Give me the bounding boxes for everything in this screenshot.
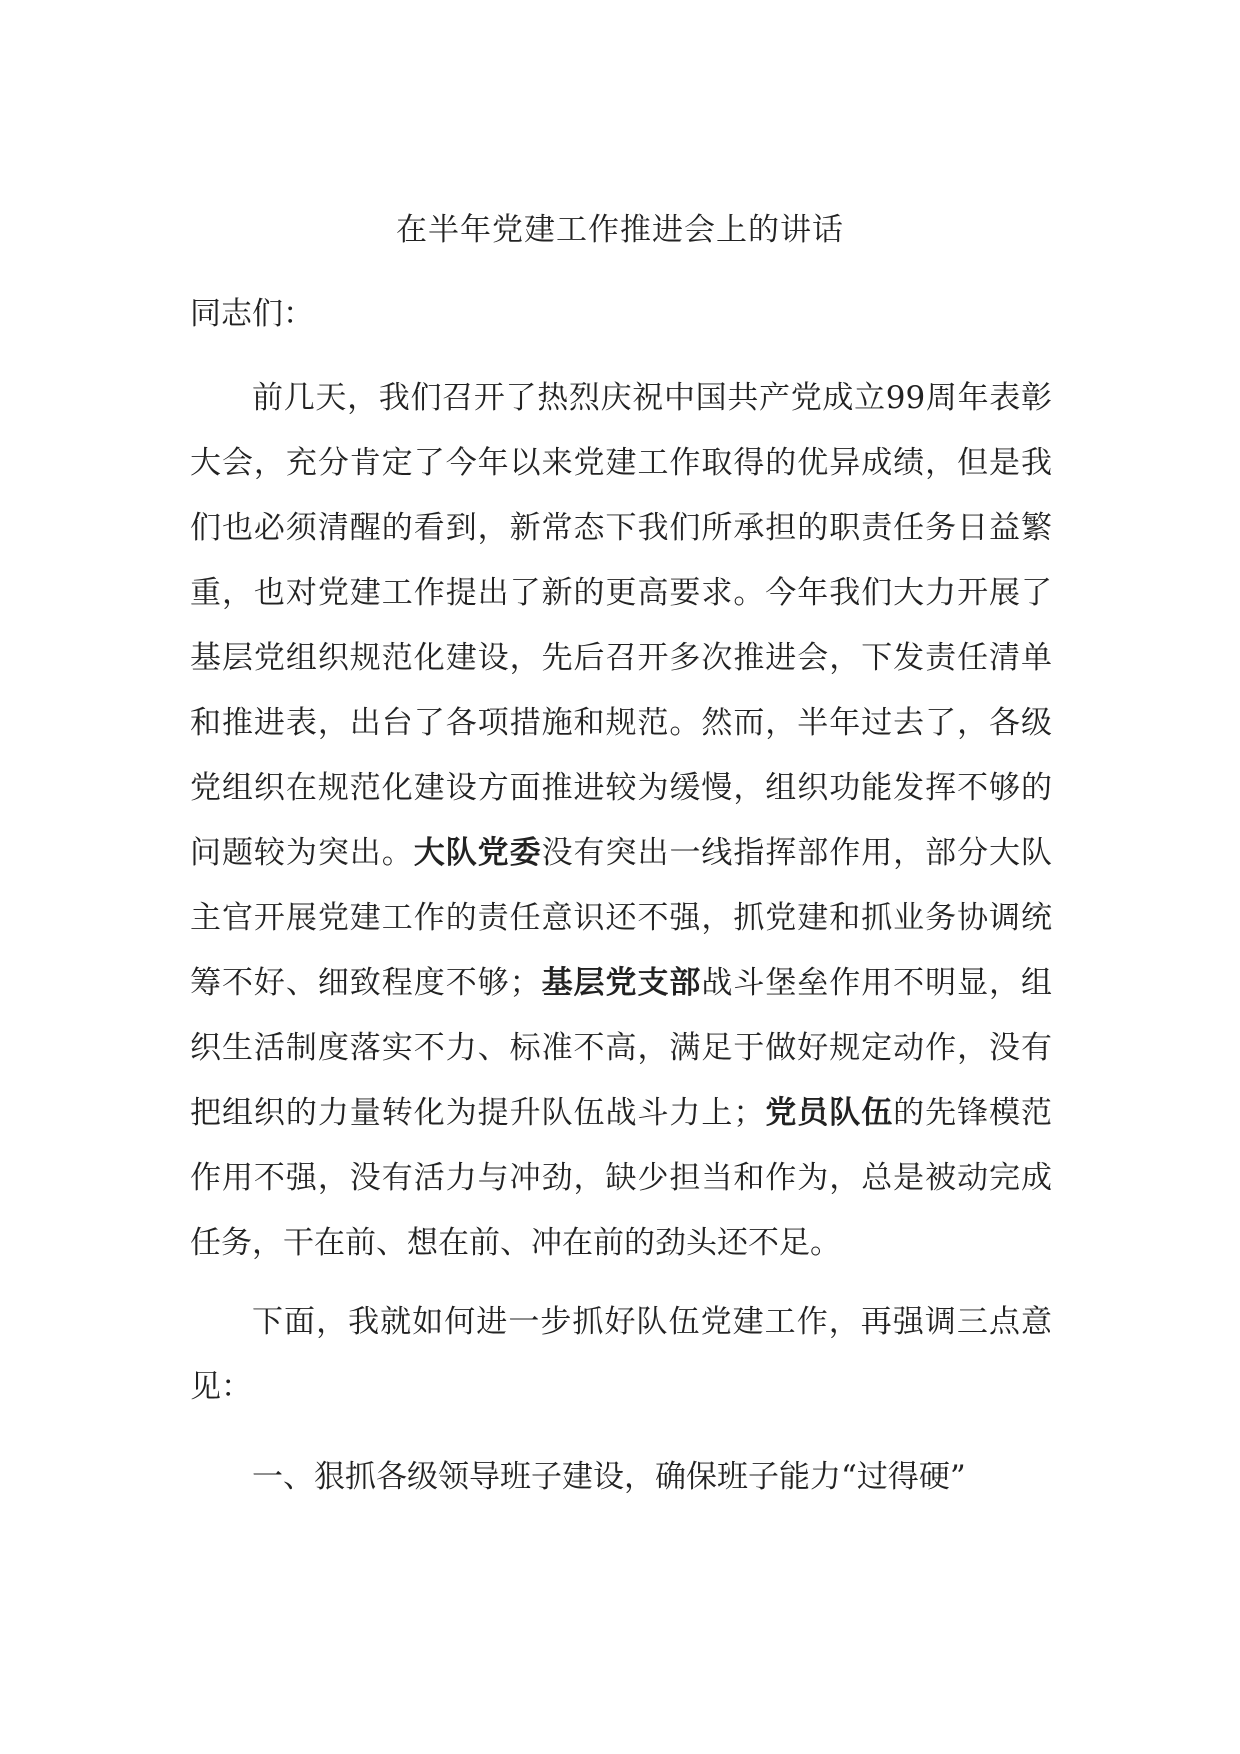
paragraph-1 bbox=[190, 366, 1052, 1276]
document-title: 在半年党建工作推进会上的讲话 bbox=[396, 212, 844, 248]
paragraph-1-text-d: 的先锋模范作用不强，没有活力与冲劲，缺少担当和作为，总是被动完成任务，干在前、想在前、冲在前的劲头还不足。 bbox=[190, 1095, 1053, 1261]
bold-term-brigade-committee: 大队党委 bbox=[413, 835, 542, 871]
bold-term-grassroots-branch: 基层党支部 bbox=[540, 965, 702, 1001]
bold-term-party-members: 党员队伍 bbox=[764, 1095, 894, 1131]
paragraph-2: 下面，我就如何进一步抓好队伍党建工作，再强调三点意见： bbox=[190, 1304, 1052, 1405]
paragraph-1-text-a: 前几天，我们召开了热烈庆祝中国共产党成立99周年表彰大会，充分肯定了今年以来党建工作取得的优异成绩，但是我们也必须清醒的看到，新常态下我们所承担的职责任务日益繁重，也对党建工作提出了新的更高要求。今年我们大力开展了基层党组织规范化建设，先后召开多次推进会，下发责任清单和推进表，出台了各项措施和规范。然而，半年过去了，各级党组织在规范化建设方面推进较为缓慢，组织功能发挥不够的问题较为突出。 bbox=[190, 380, 1052, 871]
section-heading-1: 一、狠抓各级领导班子建设，确保班子能力“过得硬” bbox=[252, 1459, 966, 1495]
paragraph-1-text-b: 没有突出一线指挥部作用，部分大队主官开展党建工作的责任意识还不强，抓党建和抓业务协调统筹不好、细致程度不够； bbox=[190, 835, 1053, 1001]
salutation: 同志们： bbox=[190, 296, 314, 332]
paragraph-1-text-c: 战斗堡垒作用不明显，组织生活制度落实不力、标准不高，满足于做好规定动作，没有把组织的力量转化为提升队伍战斗力上； bbox=[190, 965, 1053, 1131]
